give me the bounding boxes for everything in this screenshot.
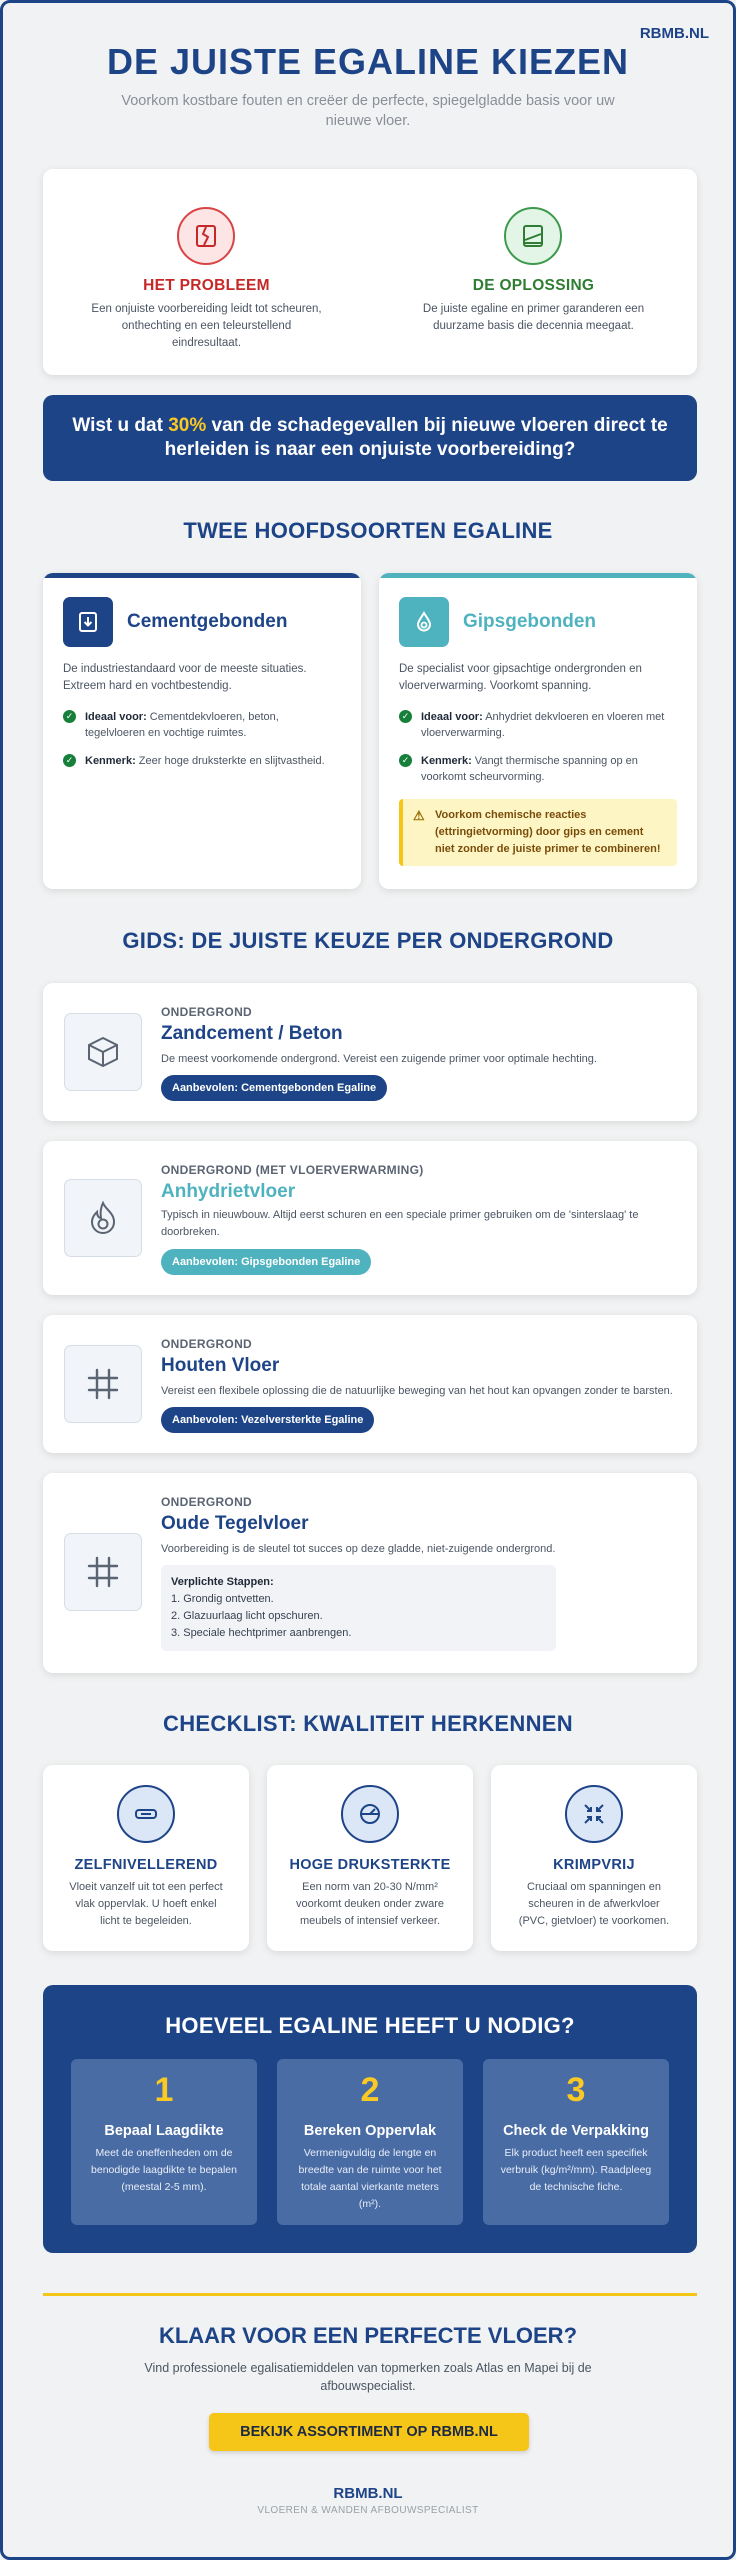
- drop-icon: [399, 597, 449, 647]
- checklist-text: Vloeit vanzelf uit tot een perfect vlak oppervlak. U hoeft enkel licht te begeleiden.: [69, 1881, 223, 1927]
- step-title: Check de Verpakking: [503, 2123, 649, 2139]
- checklist-title: ZELFNIVELLEREND: [74, 1857, 218, 1873]
- guide-label: ONDERGROND: [161, 1495, 253, 1509]
- gips-warning: ⚠ Voorkom chemische reacties (ettringietvorming) door gips en cement niet zonder de juiste primer te combineren!: [399, 799, 677, 866]
- cement-desc: De industriestandaard voor de meeste situaties. Extreem hard en vochtbestendig.: [63, 663, 307, 692]
- checklist-text: Een norm van 20-30 N/mm² voorkomt deuken onder zware meubels of intensief verkeer.: [296, 1881, 444, 1927]
- guide-name: Houten Vloer: [161, 1355, 280, 1376]
- types-section-title: TWEE HOOFDSOORTEN EGALINE: [183, 518, 553, 543]
- guide-name: Oude Tegelvloer: [161, 1513, 309, 1534]
- steps-title: Verplichte Stappen:: [171, 1576, 274, 1588]
- solution-column: [370, 169, 697, 375]
- check-icon: ✓: [63, 754, 76, 767]
- step-title: Bereken Oppervlak: [303, 2123, 437, 2139]
- checklist-section-title: CHECKLIST: KWALITEIT HERKENNEN: [163, 1711, 573, 1736]
- checklist-item-krimpvrij: [491, 1765, 697, 1951]
- cement-card-accent: [43, 573, 361, 578]
- step-title: Bepaal Laagdikte: [104, 2123, 224, 2139]
- guide-name: Zandcement / Beton: [161, 1023, 343, 1044]
- brand-logo-top[interactable]: RBMB.NL: [639, 25, 709, 42]
- problem-column: [43, 169, 370, 375]
- grid-icon: [64, 1533, 142, 1611]
- checklist-item-druksterkte: [267, 1765, 473, 1951]
- gips-bullet-kenmerk: ✓ Kenmerk: Vangt thermische spanning op en voorkomt scheurvorming.: [399, 753, 674, 785]
- cement-bullet-ideal: ✓ Ideaal voor: Cementdekvloeren, beton, tegelvloeren en vochtige ruimtes.: [63, 709, 333, 741]
- checklist-item-zelfnivellerend: [43, 1765, 249, 1951]
- gips-bullet-ideal: ✓ Ideaal voor: Anhydriet dekvloeren en vloeren met vloerverwarming.: [399, 709, 674, 741]
- problem-text: Een onjuiste voorbereiding leidt tot scheuren, onthechting en een teleurstellend eindresultaat.: [91, 303, 322, 349]
- step-text: Meet de oneffenheden om de benodigde laagdikte te bepalen (meestal 2-5 mm).: [91, 2147, 237, 2193]
- cta-text: Vind professionele egalisatiemiddelen van topmerken zoals Atlas en Mapei bij de afbouwspecialist.: [144, 2361, 592, 2393]
- download-box-icon: [63, 597, 113, 647]
- cement-name: Cementgebonden: [127, 611, 288, 632]
- footer-tagline: VLOEREN & WANDEN AFBOUWSPECIALIST: [257, 2505, 479, 2516]
- required-steps-box: [161, 1565, 556, 1651]
- guide-name: Anhydrietvloer: [161, 1181, 296, 1202]
- page-title: DE JUISTE EGALINE KIEZEN: [106, 41, 630, 82]
- checklist-title: HOGE DRUKSTERKTE: [289, 1857, 451, 1873]
- recommendation-badge: Aanbevolen: Vezelversterkte Egaline: [161, 1407, 374, 1433]
- step-text: Elk product heeft een specifiek verbruik (kg/m²/mm). Raadpleeg de technische fiche.: [500, 2147, 652, 2193]
- solution-title: DE OPLOSSING: [472, 277, 595, 294]
- step-2: 2. Glazuurlaag licht opschuren.: [171, 1610, 323, 1622]
- page-subtitle: Voorkom kostbare fouten en creëer de perfecte, spiegelgladde basis voor uw nieuwe vloer.: [121, 93, 615, 129]
- gips-card-accent: [379, 573, 697, 578]
- warning-icon: ⚠: [413, 808, 425, 823]
- flame-icon: [64, 1179, 142, 1257]
- guide-desc: Typisch in nieuwbouw. Altijd eerst schuren en een speciale primer gebruiken om de 'sinterslaag' te doorbreken.: [161, 1209, 639, 1238]
- check-icon: ✓: [63, 710, 76, 723]
- guide-section-title: GIDS: DE JUISTE KEUZE PER ONDERGROND: [122, 928, 614, 953]
- recommendation-badge: Aanbevolen: Gipsgebonden Egaline: [161, 1249, 371, 1275]
- stat-banner: [43, 395, 697, 481]
- gips-desc: De specialist voor gipsachtige ondergronden en vloerverwarming. Voorkomt spanning.: [399, 663, 642, 692]
- gips-type-card: [379, 573, 697, 889]
- guide-item-anhydriet: [43, 1141, 697, 1295]
- cement-bullet-kenmerk: ✓ Kenmerk: Zeer hoge druksterkte en slijtvastheid.: [63, 753, 333, 769]
- problem-solution-card: [43, 169, 697, 375]
- guide-item-zandcement: [43, 983, 697, 1121]
- banner-post: van de schadegevallen bij nieuwe vloeren direct te herleiden is naar een onjuiste voorbereiding?: [164, 415, 668, 460]
- cta-title: KLAAR VOOR EEN PERFECTE VLOER?: [158, 2323, 578, 2348]
- guide-item-tegel: [43, 1473, 697, 1673]
- step-1: 1. Grondig ontvetten.: [171, 1593, 274, 1605]
- step-number: 1: [154, 2071, 174, 2109]
- guide-item-hout: [43, 1315, 697, 1453]
- calculation-title: HOEVEEL EGALINE HEEFT U NODIG?: [165, 2013, 575, 2038]
- smooth-layer-icon: [504, 207, 562, 265]
- guide-label: ONDERGROND: [161, 1337, 253, 1351]
- guide-desc: De meest voorkomende ondergrond. Vereist een zuigende primer voor optimale hechting.: [161, 1053, 597, 1065]
- calculation-section: [43, 1985, 697, 2253]
- step-number: 3: [566, 2071, 586, 2109]
- view-assortment-button[interactable]: BEKIJK ASSORTIMENT OP RBMB.NL: [209, 2413, 529, 2451]
- crack-icon: [177, 207, 235, 265]
- recommendation-badge: Aanbevolen: Cementgebonden Egaline: [161, 1075, 387, 1101]
- check-icon: ✓: [399, 710, 412, 723]
- gauge-icon: [341, 1785, 399, 1843]
- step-3: 3. Speciale hechtprimer aanbrengen.: [171, 1627, 352, 1639]
- step-text: Vermenigvuldig de lengte en breedte van de ruimte voor het totale aantal vierkante meters (m²).: [298, 2147, 442, 2210]
- calc-step-2: [277, 2059, 463, 2225]
- gips-name: Gipsgebonden: [463, 611, 596, 632]
- check-icon: ✓: [399, 754, 412, 767]
- calc-step-1: [71, 2059, 257, 2225]
- banner-pre: Wist u dat: [72, 415, 169, 436]
- shrink-icon: [565, 1785, 623, 1843]
- cement-type-card: [43, 573, 361, 889]
- grid-icon: [64, 1345, 142, 1423]
- step-number: 2: [360, 2071, 380, 2109]
- cube-icon: [64, 1013, 142, 1091]
- calc-step-3: [483, 2059, 669, 2225]
- level-icon: [117, 1785, 175, 1843]
- guide-label: ONDERGROND: [161, 1005, 253, 1019]
- problem-title: HET PROBLEEM: [143, 277, 270, 294]
- footer-brand[interactable]: RBMB.NL: [333, 2485, 403, 2502]
- checklist-text: Cruciaal om spanningen en scheuren in de afwerkvloer (PVC, gietvloer) te voorkomen.: [518, 1881, 670, 1927]
- guide-desc: Vereist een flexibele oplossing die de natuurlijke beweging van het hout kan opvangen zonder te barsten.: [161, 1385, 673, 1397]
- section-divider: [43, 2293, 697, 2296]
- guide-desc: Voorbereiding is de sleutel tot succes op deze gladde, niet-zuigende ondergrond.: [161, 1543, 556, 1555]
- solution-text: De juiste egaline en primer garanderen een duurzame basis die decennia meegaat.: [422, 303, 645, 332]
- checklist-title: KRIMPVRIJ: [553, 1857, 635, 1873]
- guide-label: ONDERGROND (MET VLOERVERWARMING): [161, 1163, 424, 1177]
- banner-highlight: 30%: [168, 415, 207, 436]
